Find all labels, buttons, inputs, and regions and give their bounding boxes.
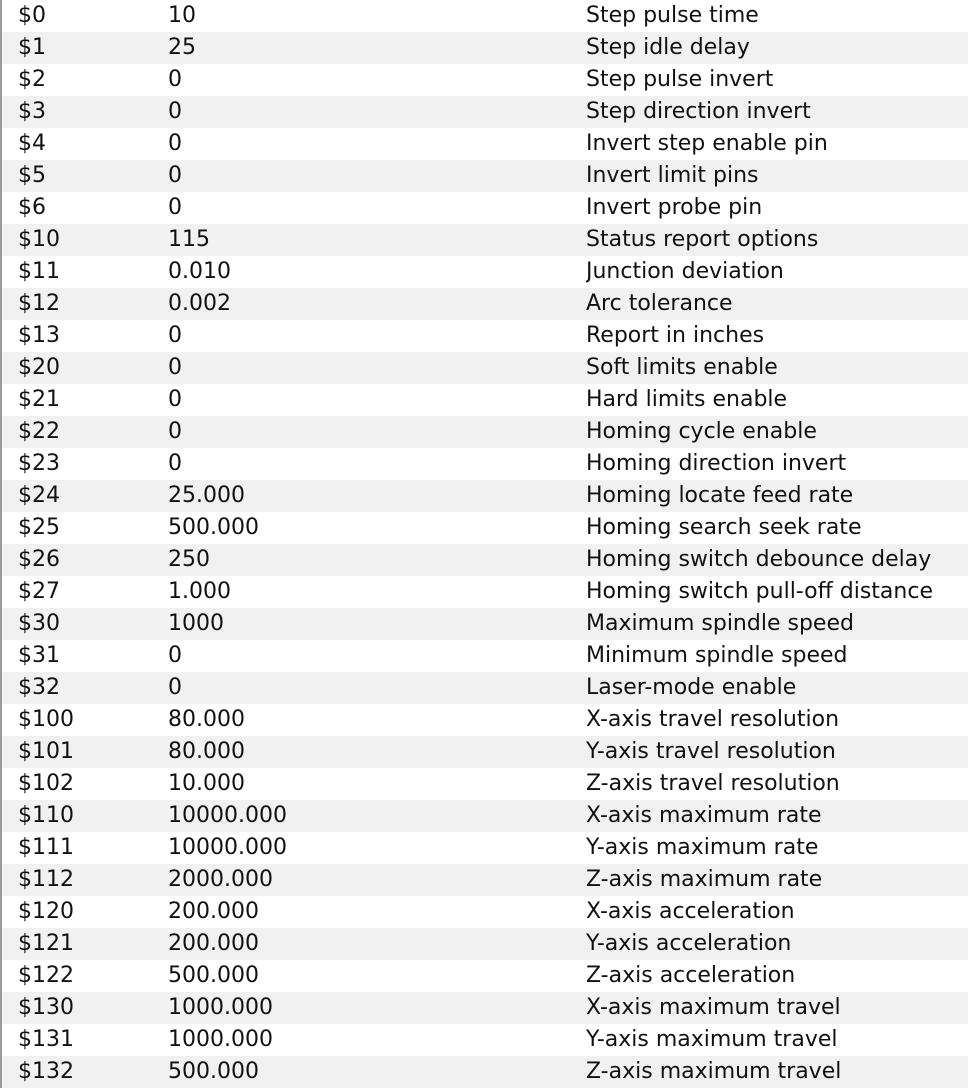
table-row[interactable] <box>2 416 968 448</box>
table-row[interactable] <box>2 704 968 736</box>
setting-value-cell[interactable]: 0 <box>168 67 182 92</box>
setting-key-cell[interactable]: $3 <box>18 99 46 124</box>
setting-key-cell[interactable]: $121 <box>18 931 74 956</box>
setting-key-cell[interactable]: $101 <box>18 739 74 764</box>
table-row[interactable] <box>2 832 968 864</box>
setting-description-cell[interactable]: Arc tolerance <box>586 291 733 316</box>
setting-description-cell[interactable]: Maximum spindle speed <box>586 611 854 636</box>
setting-description-cell[interactable]: X-axis travel resolution <box>586 707 840 732</box>
table-row[interactable] <box>2 928 968 960</box>
table-row[interactable] <box>2 64 968 96</box>
setting-key-cell[interactable]: $122 <box>18 963 74 988</box>
setting-description-cell[interactable]: Y-axis acceleration <box>586 931 792 956</box>
setting-value-cell[interactable]: 0 <box>168 323 182 348</box>
setting-value-cell[interactable]: 500.000 <box>168 963 259 988</box>
setting-value-cell[interactable]: 200.000 <box>168 931 259 956</box>
setting-key-cell[interactable]: $2 <box>18 67 46 92</box>
setting-value-cell[interactable]: 1000 <box>168 611 224 636</box>
setting-description-cell[interactable]: X-axis maximum rate <box>586 803 822 828</box>
setting-key-cell[interactable]: $130 <box>18 995 74 1020</box>
setting-description-cell[interactable]: Homing switch debounce delay <box>586 547 932 572</box>
setting-value-cell[interactable]: 25 <box>168 35 196 60</box>
setting-description-cell[interactable]: Report in inches <box>586 323 765 348</box>
setting-key-cell[interactable]: $0 <box>18 3 46 28</box>
setting-description-cell[interactable]: Y-axis maximum travel <box>586 1027 838 1052</box>
setting-value-cell[interactable]: 0.002 <box>168 291 231 316</box>
setting-description-cell[interactable]: Z-axis maximum travel <box>586 1059 842 1084</box>
table-row[interactable] <box>2 992 968 1024</box>
setting-value-cell[interactable]: 10000.000 <box>168 835 287 860</box>
setting-value-cell[interactable]: 0 <box>168 387 182 412</box>
setting-key-cell[interactable]: $31 <box>18 643 60 668</box>
setting-key-cell[interactable]: $24 <box>18 483 60 508</box>
setting-key-cell[interactable]: $6 <box>18 195 46 220</box>
setting-value-cell[interactable]: 2000.000 <box>168 867 273 892</box>
setting-key-cell[interactable]: $131 <box>18 1027 74 1052</box>
setting-value-cell[interactable]: 1.000 <box>168 579 231 604</box>
setting-key-cell[interactable]: $111 <box>18 835 74 860</box>
table-row[interactable] <box>2 736 968 768</box>
setting-description-cell[interactable]: Homing switch pull-off distance <box>586 579 933 604</box>
table-row[interactable] <box>2 640 968 672</box>
setting-key-cell[interactable]: $22 <box>18 419 60 444</box>
setting-description-cell[interactable]: Step direction invert <box>586 99 811 124</box>
table-row[interactable] <box>2 224 968 256</box>
setting-description-cell[interactable]: Step pulse time <box>586 3 759 28</box>
table-row[interactable] <box>2 352 968 384</box>
setting-value-cell[interactable]: 0.010 <box>168 259 231 284</box>
setting-value-cell[interactable]: 80.000 <box>168 707 245 732</box>
setting-key-cell[interactable]: $13 <box>18 323 60 348</box>
setting-key-cell[interactable]: $132 <box>18 1059 74 1084</box>
setting-key-cell[interactable]: $5 <box>18 163 46 188</box>
setting-key-cell[interactable]: $112 <box>18 867 74 892</box>
table-row[interactable] <box>2 448 968 480</box>
setting-key-cell[interactable]: $20 <box>18 355 60 380</box>
setting-key-cell[interactable]: $1 <box>18 35 46 60</box>
setting-key-cell[interactable]: $11 <box>18 259 60 284</box>
setting-value-cell[interactable]: 10000.000 <box>168 803 287 828</box>
setting-description-cell[interactable]: Hard limits enable <box>586 387 788 412</box>
table-row[interactable] <box>2 160 968 192</box>
setting-description-cell[interactable]: Junction deviation <box>586 259 784 284</box>
table-row[interactable] <box>2 960 968 992</box>
table-row[interactable] <box>2 192 968 224</box>
table-row[interactable] <box>2 896 968 928</box>
setting-value-cell[interactable]: 25.000 <box>168 483 245 508</box>
setting-description-cell[interactable]: Soft limits enable <box>586 355 778 380</box>
setting-description-cell[interactable]: Minimum spindle speed <box>586 643 848 668</box>
table-row[interactable] <box>2 384 968 416</box>
table-row[interactable] <box>2 608 968 640</box>
setting-key-cell[interactable]: $27 <box>18 579 60 604</box>
setting-description-cell[interactable]: Invert step enable pin <box>586 131 828 156</box>
setting-value-cell[interactable]: 0 <box>168 419 182 444</box>
setting-key-cell[interactable]: $10 <box>18 227 60 252</box>
setting-description-cell[interactable]: Z-axis acceleration <box>586 963 796 988</box>
table-row[interactable] <box>2 96 968 128</box>
setting-description-cell[interactable]: Y-axis travel resolution <box>586 739 836 764</box>
setting-key-cell[interactable]: $32 <box>18 675 60 700</box>
setting-description-cell[interactable]: Status report options <box>586 227 819 252</box>
setting-value-cell[interactable]: 0 <box>168 131 182 156</box>
setting-description-cell[interactable]: X-axis maximum travel <box>586 995 841 1020</box>
setting-value-cell[interactable]: 0 <box>168 675 182 700</box>
table-row[interactable] <box>2 128 968 160</box>
setting-value-cell[interactable]: 1000.000 <box>168 1027 273 1052</box>
setting-value-cell[interactable]: 1000.000 <box>168 995 273 1020</box>
setting-key-cell[interactable]: $26 <box>18 547 60 572</box>
setting-key-cell[interactable]: $23 <box>18 451 60 476</box>
setting-description-cell[interactable]: Y-axis maximum rate <box>586 835 819 860</box>
setting-value-cell[interactable]: 10.000 <box>168 771 245 796</box>
setting-value-cell[interactable]: 250 <box>168 547 210 572</box>
table-row[interactable] <box>2 544 968 576</box>
table-row[interactable] <box>2 512 968 544</box>
setting-key-cell[interactable]: $12 <box>18 291 60 316</box>
table-row[interactable] <box>2 480 968 512</box>
table-row[interactable] <box>2 672 968 704</box>
setting-key-cell[interactable]: $102 <box>18 771 74 796</box>
setting-value-cell[interactable]: 0 <box>168 99 182 124</box>
setting-description-cell[interactable]: Step idle delay <box>586 35 750 60</box>
setting-value-cell[interactable]: 10 <box>168 3 196 28</box>
table-row[interactable] <box>2 32 968 64</box>
setting-key-cell[interactable]: $110 <box>18 803 74 828</box>
setting-value-cell[interactable]: 115 <box>168 227 210 252</box>
setting-value-cell[interactable]: 0 <box>168 163 182 188</box>
table-row[interactable] <box>2 288 968 320</box>
table-row[interactable] <box>2 1024 968 1056</box>
setting-key-cell[interactable]: $30 <box>18 611 60 636</box>
setting-value-cell[interactable]: 0 <box>168 451 182 476</box>
setting-description-cell[interactable]: X-axis acceleration <box>586 899 795 924</box>
table-row[interactable] <box>2 256 968 288</box>
table-row[interactable] <box>2 320 968 352</box>
setting-key-cell[interactable]: $4 <box>18 131 46 156</box>
setting-description-cell[interactable]: Z-axis travel resolution <box>586 771 840 796</box>
setting-value-cell[interactable]: 0 <box>168 643 182 668</box>
setting-description-cell[interactable]: Homing locate feed rate <box>586 483 854 508</box>
setting-key-cell[interactable]: $25 <box>18 515 60 540</box>
setting-description-cell[interactable]: Z-axis maximum rate <box>586 867 823 892</box>
table-row[interactable] <box>2 800 968 832</box>
setting-description-cell[interactable]: Homing direction invert <box>586 451 847 476</box>
setting-value-cell[interactable]: 200.000 <box>168 899 259 924</box>
setting-value-cell[interactable]: 500.000 <box>168 1059 259 1084</box>
setting-description-cell[interactable]: Invert limit pins <box>586 163 759 188</box>
table-row[interactable] <box>2 576 968 608</box>
table-row[interactable] <box>2 0 968 32</box>
setting-value-cell[interactable]: 500.000 <box>168 515 259 540</box>
table-row[interactable] <box>2 864 968 896</box>
setting-key-cell[interactable]: $100 <box>18 707 74 732</box>
setting-key-cell[interactable]: $120 <box>18 899 74 924</box>
setting-value-cell[interactable]: 0 <box>168 195 182 220</box>
setting-value-cell[interactable]: 80.000 <box>168 739 245 764</box>
setting-value-cell[interactable]: 0 <box>168 355 182 380</box>
setting-key-cell[interactable]: $21 <box>18 387 60 412</box>
setting-description-cell[interactable]: Invert probe pin <box>586 195 763 220</box>
setting-description-cell[interactable]: Homing cycle enable <box>586 419 817 444</box>
setting-description-cell[interactable]: Step pulse invert <box>586 67 774 92</box>
table-row[interactable] <box>2 768 968 800</box>
setting-description-cell[interactable]: Homing search seek rate <box>586 515 862 540</box>
table-row[interactable] <box>2 1056 968 1088</box>
setting-description-cell[interactable]: Laser-mode enable <box>586 675 797 700</box>
